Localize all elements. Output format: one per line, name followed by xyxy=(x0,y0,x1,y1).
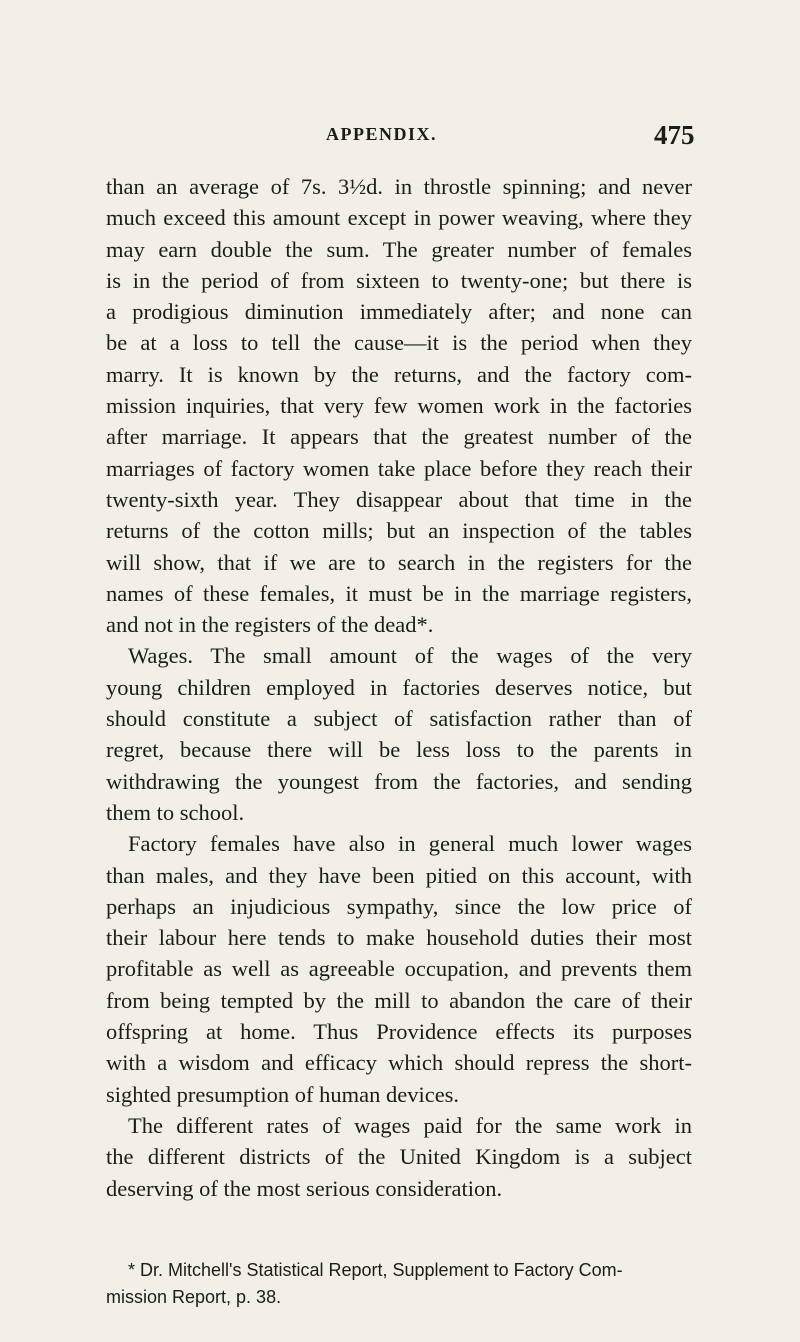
text-line: may earn double the sum. The greater number of females xyxy=(106,236,692,262)
text-line: deserving of the most serious consideration. xyxy=(106,1175,503,1201)
footnote-line: mission Report, p. 38. xyxy=(106,1287,282,1307)
page-header xyxy=(0,120,800,160)
body-text xyxy=(106,171,692,1204)
text-line: Factory females have also in general much lower wages xyxy=(128,831,692,857)
text-line: Wages. The small amount of the wages of the very xyxy=(128,643,692,669)
text-line: the different districts of the United Kingdom is a subject xyxy=(106,1144,692,1170)
text-line: than an average of 7s. 3½d. in throstle spinning; and never xyxy=(106,174,692,199)
text-line: offspring at home. Thus Providence effects its purposes xyxy=(106,1019,692,1045)
text-line: marriages of factory women take place before they reach their xyxy=(106,455,692,481)
text-line: withdrawing the youngest from the factories, and sending xyxy=(106,768,692,794)
text-line: be at a loss to tell the cause—it is the period when they xyxy=(106,330,692,356)
text-line: and not in the registers of the dead*. xyxy=(106,612,434,638)
text-line: names of these females, it must be in the marriage registers, xyxy=(106,580,692,606)
text-line: them to school. xyxy=(106,799,245,825)
text-line: will show, that if we are to search in the registers for the xyxy=(106,549,692,575)
text-line: twenty-sixth year. They disappear about that time in the xyxy=(106,486,692,512)
text-line: regret, because there will be less loss to the parents in xyxy=(106,737,692,763)
text-line: should constitute a subject of satisfaction rather than of xyxy=(106,706,692,732)
text-line: The different rates of wages paid for the same work in xyxy=(128,1112,692,1138)
running-head: APPENDIX. xyxy=(326,124,437,144)
text-line: with a wisdom and efficacy which should repress the short- xyxy=(106,1050,692,1076)
text-line: is in the period of from sixteen to twenty-one; but there is xyxy=(106,267,692,293)
text-line: from being tempted by the mill to abandon the care of their xyxy=(106,987,692,1013)
text-line: much exceed this amount except in power weaving, where they xyxy=(106,205,692,231)
text-line: returns of the cotton mills; but an inspection of the tables xyxy=(106,518,692,544)
page-number: 475 xyxy=(654,120,695,150)
text-line: mission inquiries, that very few women work in the factories xyxy=(106,393,692,419)
footnote-line: * Dr. Mitchell's Statistical Report, Supplement to Factory Com- xyxy=(128,1260,623,1280)
text-line: profitable as well as agreeable occupation, and prevents them xyxy=(106,956,692,982)
text-line: after marriage. It appears that the greatest number of the xyxy=(106,424,692,450)
text-line: their labour here tends to make household duties their most xyxy=(106,925,692,951)
text-line: marry. It is known by the returns, and the factory com- xyxy=(106,361,692,387)
text-line: sighted presumption of human devices. xyxy=(106,1081,460,1107)
text-line: young children employed in factories deserves notice, but xyxy=(106,674,692,700)
text-line: perhaps an injudicious sympathy, since the low price of xyxy=(106,893,692,919)
text-line: than males, and they have been pitied on this account, with xyxy=(106,862,692,888)
text-line: a prodigious diminution immediately after; and none can xyxy=(106,299,692,325)
footnote xyxy=(106,1257,692,1311)
